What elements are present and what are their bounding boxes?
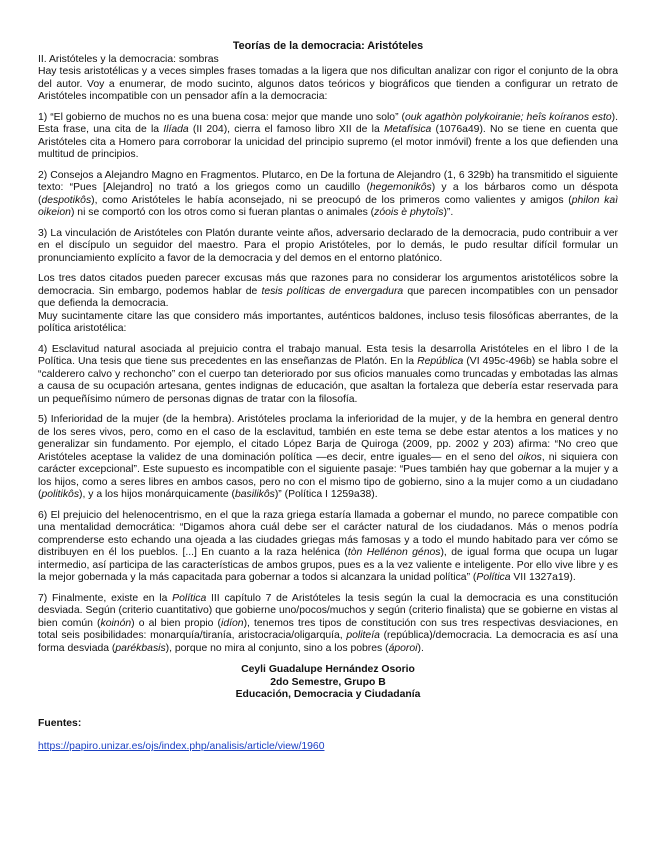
document-title: Teorías de la democracia: Aristóteles — [232, 40, 424, 52]
transition-paragraph: Los tres datos citados pueden parecer excusas más que razones para no considerar los argumentos aristotélicos sobre la democracia. Sin embargo, podemos hablar de tesis políticas de envergadura que parecen incompatibles con un pensador que defienda la democracia. — [38, 273, 618, 309]
source-link[interactable]: https://papiro.unizar.es/ojs/index.php/analisis/article/view/1960 — [38, 741, 325, 752]
author-course: Educación, Democracia y Ciudadanía — [235, 689, 421, 700]
thesis-3-paragraph: 3) La vinculación de Aristóteles con Platón durante veinte años, adversario declarado de la democracia, pudo contribuir a ver en el discípulo un seguidor del maestro. Para el propio Aristóteles, por lo demás, le pudo resultar difícil formular un pronunciamiento explícito a favor de la democracia y del demos en el entorno platónico. — [38, 227, 618, 264]
thesis-6-paragraph: 6) El prejuicio del helenocentrismo, en el que la raza griega estaría llamada a gobernar el mundo, no parece compatible con una mentalidad democrática: “Digamos ahora cuál debe ser el carácter natural de los ciudadanos. Más o menos podría comprenderse esto echando una ojeada a las ciudades griegas más famosas y a todo el mundo habitado para ver cómo se distribuyen en él los pueblos. [...] En cuanto a la raza helénica (tòn Hellénon génos), de igual forma que ocupa un lugar intermedio, así participa de las características de ambos grupos, pues es a la vez valiente e inteligente. Por ello vive libre y es la mejor gobernada y la más capacitada para gobernar a todos si alcanzara la unidad política” (Política VII 1327a19). — [38, 509, 618, 583]
transition-paragraph-2: Muy sucintamente citare las que considero más importantes, auténticos baldones, incluso tesis filosóficas aberrantes, de la política aristotélica: — [38, 310, 618, 334]
document-page — [38, 40, 618, 754]
sources-label: Fuentes: — [38, 717, 82, 729]
author-name: Ceyli Guadalupe Hernández Osorio — [241, 664, 415, 675]
author-semester: 2do Semestre, Grupo B — [270, 676, 386, 688]
thesis-2-paragraph: 2) Consejos a Alejandro Magno en Fragmentos. Plutarco, en De la fortuna de Alejandro (1, 6 329b) ha transmitido el siguiente texto: “Pues [Alejandro] no trató a los griegos como un caudillo (hegemonikôs) y a los bárbaros como un déspota (despotikôs), como Aristóteles le había aconsejado, ni se preocupó de los primeros como valientes y amigos (philon kaì oikeion) ni se comportó con los otros como si fueran plantas o animales (zóois è phytoîs)”. — [38, 169, 618, 218]
thesis-5-paragraph: 5) Inferioridad de la mujer (de la hembra). Aristóteles proclama la inferioridad de la mujer, y de la hembra en general dentro de los seres vivos, pero, como en el caso de la esclavitud, también en este tema se debe estar atentos a los matices y no generalizar sin fundamento. Por ejemplo, el citado López Barja de Quiroga (2009, pp. 2002 y 203) afirma: “No creo que Aristóteles aceptase la validez de una dominación política —es decir, entre iguales— en el seno del oikos, ni siquiera con carácter excepcional”. Este supuesto es incompatible con el siguiente pasaje: “Pues también hay que gobernar a la mujer y a los hijos, como a seres libres en ambos casos, pero no con el mismo tipo de gobierno, sino a la mujer como a un ciudadano (politikôs), y a los hijos monárquicamente (basilikôs)” (Política I 1259a38). — [38, 414, 618, 500]
intro-paragraph: Hay tesis aristotélicas y a veces simples frases tomadas a la ligera que nos dificultan analizar con rigor el conjunto de la obra del autor. Voy a enumerar, de modo sucinto, algunos datos teóricos y biográficos que tienden a configurar un retrato de Aristóteles incompatible con un pensador afín a la democracia: — [38, 66, 618, 102]
thesis-7-paragraph: 7) Finalmente, existe en la Política III capítulo 7 de Aristóteles la tesis según la cual la democracia es una constitución desviada. Según (criterio cuantitativo) que gobierne uno/pocos/muchos y según (criterio finalista) que se gobierne en vistas al bien común (koinón) o al bien propio (idíon), tenemos tres tipos de constitución con sus tres respectivas desviaciones, en total seis posibilidades: monarquía/tiranía, aristocracia/oligarquía, politeía (república)/democracia. La democracia es así una forma desviada (parékbasis), porque no mira al conjunto, sino a los pobres (áporoi). — [38, 592, 619, 654]
thesis-4-paragraph: 4) Esclavitud natural asociada al prejuicio contra el trabajo manual. Esta tesis la desarrolla Aristóteles en el libro I de la Política. Una tesis que tiene sus precedentes en las enseñanzas de Platón. En la República (VI 495c-496b) se habla sobre el “calderero calvo y rechoncho” con el cuerpo tan deteriorado por sus oficios manuales como truncadas y embotadas las almas a causa de su ocupación artesana, gentes indignas de educación, que asaltan la fortaleza que debería estar reservada para un pequeñísimo número de personas dignas de tratar con la filosofía. — [38, 343, 618, 405]
section-subtitle: II. Aristóteles y la democracia: sombras — [38, 53, 219, 65]
thesis-1-paragraph: 1) “El gobierno de muchos no es una buena cosa: mejor que mande uno solo” (ouk agathòn polykoiranie; heîs koíranos esto). Esta frase, una cita de la Ilíada (II 204), cierra el famoso libro XII de la Metafísica (1076a49). No se tiene en cuenta que Aristóteles cita a Homero para corroborar la unicidad del principio supremo (el motor inmóvil) frente a los que defienden una multitud de principios. — [38, 111, 618, 160]
